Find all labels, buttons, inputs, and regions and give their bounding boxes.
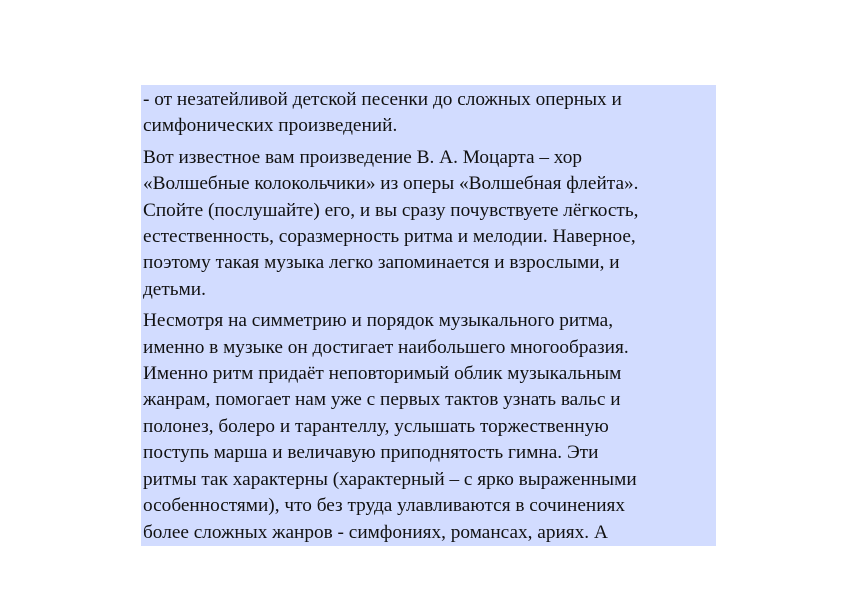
line: симфонических произведений. (143, 115, 398, 137)
line: жанрам, помогает нам уже с первых тактов узнать вальс и (143, 389, 621, 411)
line: Вот известное вам произведение В. А. Моцарта – хор (143, 146, 582, 168)
line: особенностями), что без труда улавливаются в сочинениях (143, 495, 626, 517)
line: именно в музыке он достигает наибольшего многообразия. (143, 336, 629, 358)
line: Спойте (послушайте) его, и вы сразу почувствуете лёгкость, (143, 199, 639, 221)
line: Именно ритм придаёт неповторимый облик музыкальным (143, 363, 622, 385)
line: полонез, болеро и тарантеллу, услышать торжественную (143, 415, 609, 437)
line: более сложных жанров - симфониях, романсах, ариях. А (143, 521, 608, 543)
paragraph-2 (143, 145, 714, 303)
line: естественность, соразмерность ритма и мелодии. Наверное, (143, 226, 636, 248)
line: детьми. (143, 278, 206, 300)
line: Несмотря на симметрию и порядок музыкального ритма, (143, 310, 614, 332)
line: «Волшебные колокольчики» из оперы «Волшебная флейта». (143, 173, 639, 195)
line: - от незатейливой детской песенки до сложных оперных и (143, 89, 622, 110)
paragraph-1 (143, 87, 714, 140)
line: поэтому такая музыка легко запоминается и взрослыми, и (143, 252, 620, 274)
paragraph-3 (143, 308, 714, 546)
line: ритмы так характерны (характерный – с ярко выраженными (143, 468, 637, 490)
line: поступь марша и величавую приподнятость гимна. Эти (143, 442, 599, 464)
text-highlight-box (141, 85, 716, 546)
